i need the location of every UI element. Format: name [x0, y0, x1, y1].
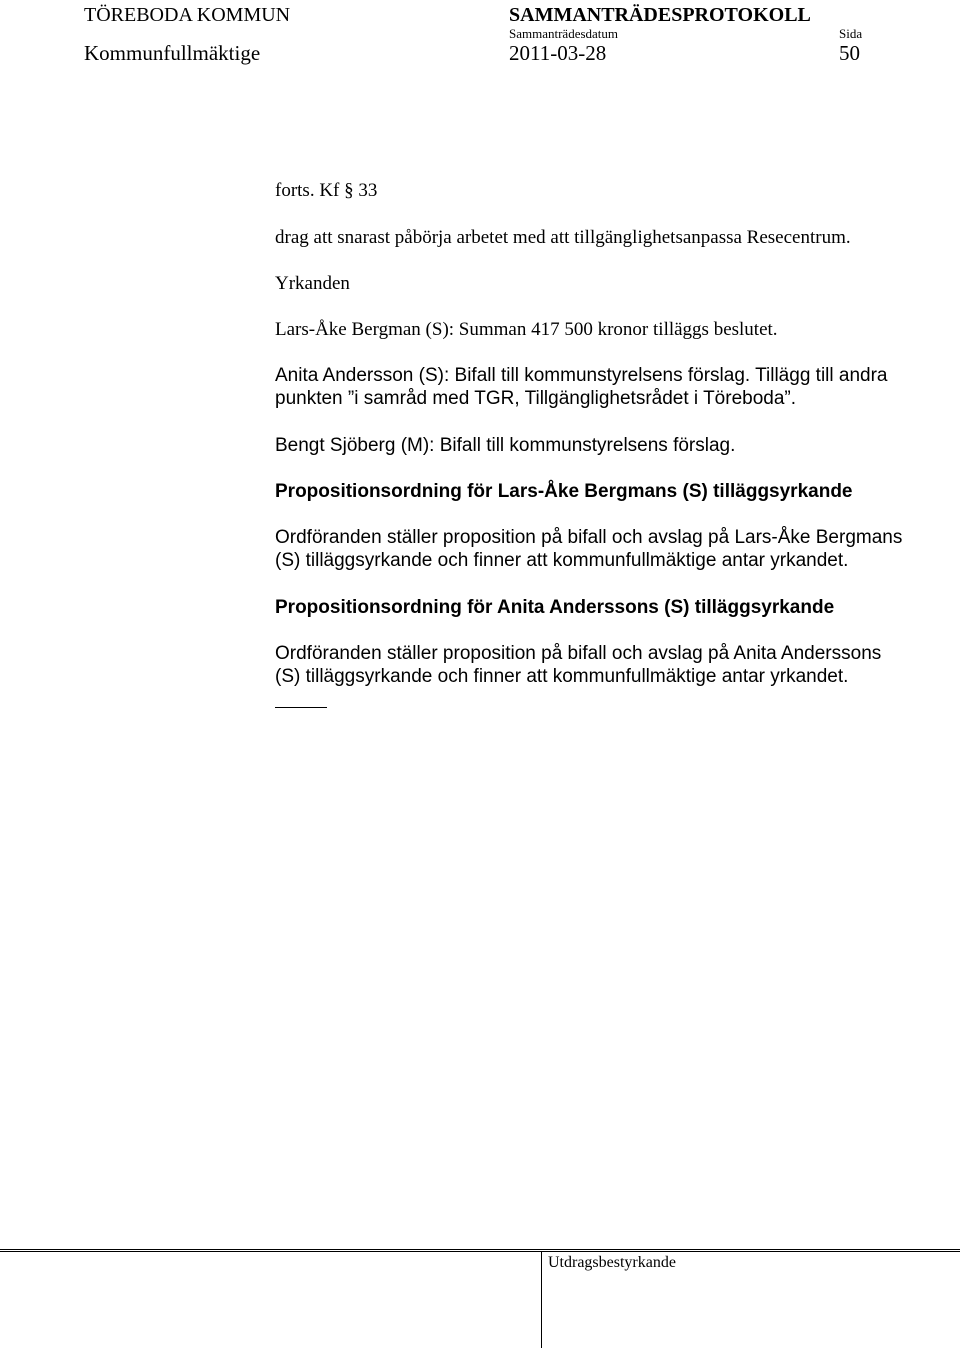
date-label: Sammanträdesdatum: [509, 26, 619, 41]
proposition-text-andersson-line2: (S) tilläggsyrkande och finner att kommunfullmäktige antar yrkandet.: [275, 666, 849, 687]
end-rule: [275, 707, 327, 708]
motion-andersson-line1: Anita Andersson (S): Bifall till kommunstyrelsens förslag. Tillägg till andra: [275, 365, 888, 386]
meeting-date: 2011-03-28: [509, 41, 607, 65]
paragraph: drag att snarast påbörja arbetet med att tillgänglighetsanpassa Resecentrum.: [275, 227, 851, 248]
organization-name: TÖREBODA KOMMUN: [84, 4, 291, 26]
motion-sjoberg: Bengt Sjöberg (M): Bifall till kommunstyrelsens förslag.: [275, 435, 736, 456]
proposition-text-bergman-line1: Ordföranden ställer proposition på bifall och avslag på Lars-Åke Bergmans: [275, 527, 903, 548]
body-name: Kommunfullmäktige: [84, 41, 261, 65]
proposition-text-andersson-line1: Ordföranden ställer proposition på bifall och avslag på Anita Anderssons: [275, 643, 882, 664]
footer-top-rule-2: [0, 1251, 960, 1252]
motion-bergman: Lars-Åke Bergman (S): Summan 417 500 kronor tilläggs beslutet.: [275, 319, 778, 340]
footer-top-rule-1: [0, 1249, 960, 1250]
proposition-heading-andersson: Propositionsordning för Anita Anderssons (S) tilläggsyrkande: [275, 597, 835, 618]
footer-divider: [541, 1251, 542, 1348]
page-number: 50: [839, 41, 860, 65]
proposition-heading-bergman: Propositionsordning för Lars-Åke Bergmans (S) tilläggsyrkande: [275, 481, 853, 502]
document-type: SAMMANTRÄDESPROTOKOLL: [509, 4, 811, 26]
page-label: Sida: [839, 26, 863, 41]
certification-label: Utdragsbestyrkande: [548, 1254, 676, 1271]
proposition-text-bergman-line2: (S) tilläggsyrkande och finner att kommunfullmäktige antar yrkandet.: [275, 550, 849, 571]
section-heading: Yrkanden: [275, 273, 350, 294]
continued-section: forts. Kf § 33: [275, 180, 378, 201]
motion-andersson-line2: punkten ”i samråd med TGR, Tillgänglighetsrådet i Töreboda”.: [275, 388, 797, 409]
